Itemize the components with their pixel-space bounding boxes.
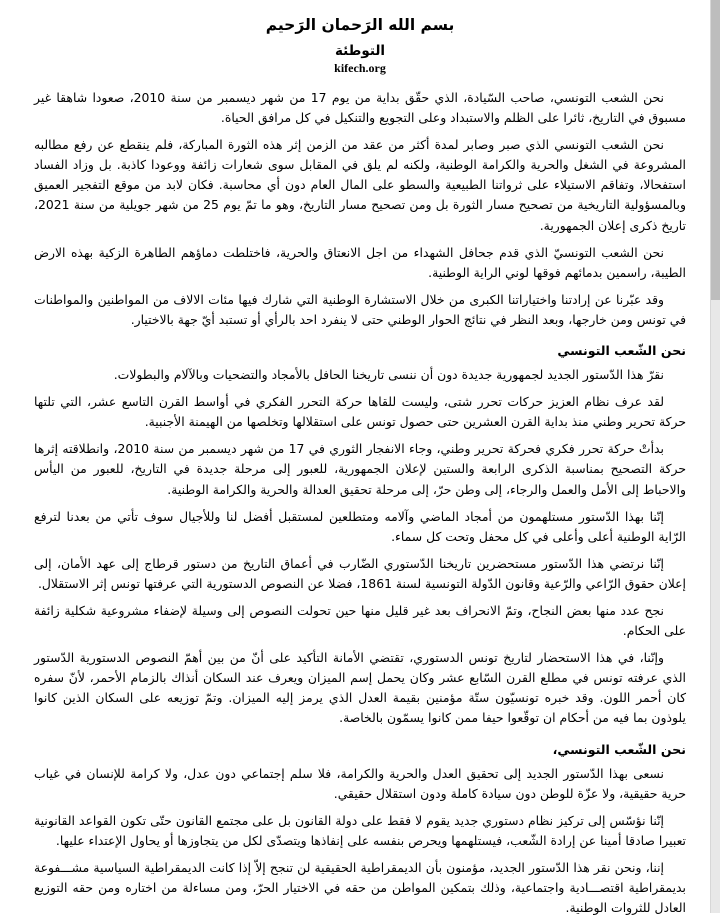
site-name: kifech.org (334, 61, 386, 75)
paragraph: بدأتْ حركة تحرر فكري فحركة تحرير وطني، وجاء الانفجار الثوري في 17 من شهر ديسمبر من سنة 2010، وانطلاقته إثرها حركة التصحيح بمناسبة الذكرى الرابعة والستين لإعلان الجمهورية، للعبور إلى مرحلة جديدة في التاريخ، للعبور من اليأس والاحباط إلى الأمل والعمل والرجاء، إلى وطن حرّ، إلى مرحلة تحقيق العدالة والحرية والكرامة الوطنية. (34, 441, 686, 497)
paragraph: إنّنا نؤسّس إلى تركيز نظام دستوري جديد يقوم لا فقط على دولة القانون بل على مجتمع القانون حتّى تكون القواعد القانونية تعبيرا صادقا أمينا عن إرادة الشّعب، فيستلهمها ويحرص بنفسه على إنفاذها ويتصدّى لكل من يتجاوزها أو يحاول الإعتداء عليها. (34, 812, 686, 848)
paragraph: وقد عبّرنا عن إرادتنا واختياراتنا الكبرى من خلال الاستشارة الوطنية التي شارك فيها مئات الالاف من المواطنين والمواطنات في تونس ومن خارجها، وبعد النظر في نتائج الحوار الوطني حتى لا ينفرد احد بالرأي أو تستبد أيّ جهة بالاختيار. (34, 291, 686, 327)
paragraph: نحن الشعب التونسيّ الذي قدم جحافل الشهداء من اجل الانعتاق والحرية، فاختلطت دماؤهم الطاهرة الزكية بهذه الارض الطيبة، راسمين بدمائهم فوقها لوني الراية الوطنية. (34, 244, 686, 280)
document-body (34, 88, 686, 918)
paragraph: نحن الشعب التونسي الذي صبر وصابر لمدة أكثر من عقد من الزمن إثر هذه الثورة المباركة، فلم ينقطع عن رفع مطالبه المشروعة في الشغل والحرية والكرامة الوطنية، ولكنه لم يلق في المقابل سوى شعارات زائفة ووعودا كاذبة. بل وزاد الفساد استفحالا، وتفاقم الاستيلاء على ثرواتنا الطبيعية والسطو على المال العام دون أي محاسبة. فكان لابد من موقع التفجير العميق وبالمسؤولية التاريخية من تصحيح مسار الثورة بل ومن تصحيح مسار التاريخ، وهو ما تمّ يوم 25 من شهر جويلية من سنة 2021، تاريخ ذكرى إعلان الجمهورية. (34, 137, 686, 233)
section-heading: نحن الشّعب التونسي، (552, 741, 686, 757)
section-heading: نحن الشّعب التونسي (557, 343, 686, 359)
page-title: التوطئة (334, 43, 386, 59)
paragraph: إنّنا بهذا الدّستور مستلهمون من أمجاد الماضي وآلامه ومتطلعين لمستقبل أفضل لنا وللأجيال سوف تأتي من بعدنا لترفع الرّاية الوطنية أعلى وأعلى في كل محفل وتحت كل سماء. (34, 508, 686, 544)
scrollbar-thumb[interactable] (711, 0, 720, 300)
paragraph: نقرّ هذا الدّستور الجديد لجمهورية جديدة دون أن ننسى تاريخنا الحافل بالأمجاد والتضحيات وبالآلام والبطولات. (113, 367, 664, 383)
paragraph: نجح عدد منها بعض النجاح، وتمّ الانحراف بعد غير قليل منها حين تحولت النصوص إلى وسيلة لإضفاء مشروعية شكلية زائفة على الحكام. (34, 602, 686, 639)
paragraph: لقد عرف نظام العزيز حركات تحرر شتى، وليست للقاها حركة التحرر الفكري في أواسط القرن التاسع عشر، التي تلتها حركة تحرير وطني منذ بداية القرن العشرين حتى حصول تونس على استقلالها وتخلصها من الهيمنة الأجنبية. (34, 394, 686, 430)
paragraph: نسعى بهذا الدّستور الجديد إلى تحقيق العدل والحرية والكرامة، فلا سلم إجتماعي دون عدل، ولا كرامة للإنسان في غياب حرية حقيقية، ولا عزّة للوطن دون سيادة كاملة ودون استقلال حقيقي. (34, 765, 686, 801)
paragraph: نحن الشعب التونسي، صاحب السّيادة، الذي حقّق بداية من يوم 17 من شهر ديسمبر من سنة 2010، صعودا شاهقا غير مسبوق في التاريخ، ثائرا على الظلم والاستبداد وعلى التجويع والتنكيل في كل مرافق الحياة. (34, 90, 686, 126)
basmala-line: بسم الله الرَحمان الرَحيم (265, 16, 455, 34)
paragraph: إننا، ونحن نقر هذا الدّستور الجديد، مؤمنون بأن الديمقراطية الحقيقية لن تنجح إلاّ إذا كانت الديمقراطية السياسية مشـــفوعة بديمقراطية اقتصـــادية واجتماعية، وذلك بتمكين المواطن من حقه في الاختيار الحرّ، ومن مساءلة من اختاره ومن حقه التوزيع العادل للثروات الوطنية. (34, 859, 686, 916)
paragraph: إنّنا نرتضي هذا الدّستور مستحضرين تاريخنا الدّستوري الضّارب في أعماق التاريخ من دستور قرطاج إلى عهد الأمان، إلى إعلان حقوق الرّاعي والرّعية وقانون الدّولة التونسية لسنة 1861، فضلا عن النصوص الدستورية التي عرفتها تونس إثر الاستقلال. (34, 555, 686, 591)
vertical-scrollbar[interactable] (710, 0, 720, 913)
paragraph: وإنّنا، في هذا الاستحضار لتاريخ تونس الدستوري، تقتضي الأمانة التأكيد على أنّ من بين أهمّ النصوص الدستورية الدّستور الذي عرفته تونس في مطلع القرن السّابع عشر وكان يحمل إسم الميزان ويعرف عند السكان أنذاك بالزمام الأحمر، لأنّ سفره كان أحمر اللون. وقد خبره تونسيّون ستّة مؤمنين بقيمة العدل الذي يرمز إليه الميزان. وتمّ توزيعه على السكان الذين كانوا يلوذون بما فيه من أحكام ان توقّعوا حيفا ممن كانوا يسمّون بالخاصة. (34, 650, 686, 726)
